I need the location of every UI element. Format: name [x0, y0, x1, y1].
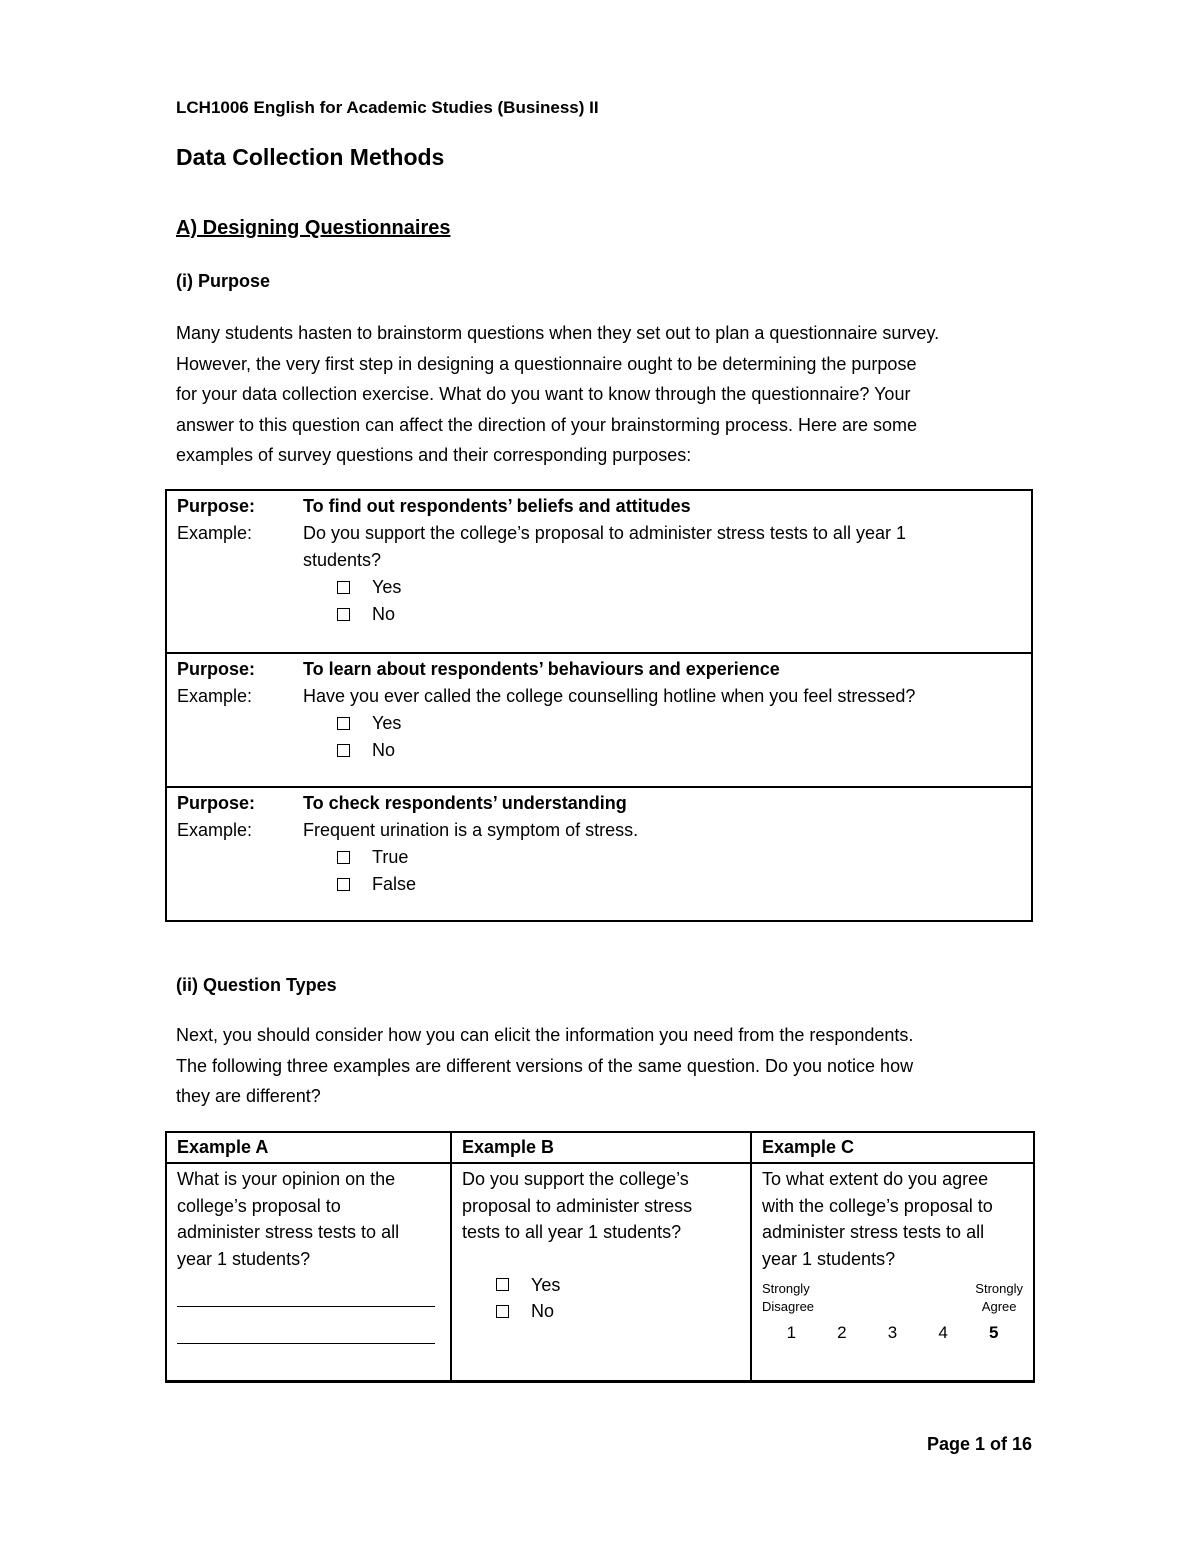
scale-option[interactable]: 3 [887, 1323, 898, 1342]
option-label: False [372, 874, 417, 894]
example-c-cell [751, 1163, 1034, 1381]
checkbox-icon[interactable] [337, 608, 350, 621]
checkbox-icon[interactable] [337, 851, 350, 864]
purpose-label: Purpose: [177, 659, 256, 679]
checkbox-icon[interactable] [337, 744, 350, 757]
section-a-heading: A) Designing Questionnaires [176, 217, 451, 239]
option-false[interactable] [337, 871, 1031, 898]
option-label: True [372, 847, 409, 867]
likert-scale-labels [762, 1280, 1023, 1316]
checkbox-icon[interactable] [496, 1278, 509, 1291]
question-types-heading: (ii) Question Types [176, 975, 337, 995]
purpose-label: Purpose: [177, 793, 256, 813]
question-line: with the college’s proposal to [762, 1195, 993, 1216]
option-label: No [372, 740, 396, 760]
purpose-box-understanding [167, 786, 1031, 920]
checkbox-icon[interactable] [337, 581, 350, 594]
example-text: Do you support the college’s proposal to administer stress tests to all year 1 [303, 523, 906, 543]
scale-option[interactable]: 1 [786, 1323, 797, 1342]
paragraph-line: for your data collection exercise. What do you want to know through the questionnaire? Your [176, 384, 911, 404]
option-label: Yes [372, 713, 402, 733]
scale-right-label: Strongly [975, 1281, 1023, 1296]
question-line: What is your opinion on the [177, 1169, 396, 1189]
page-number: Page 1 of 16 [927, 1434, 1033, 1454]
purpose-label: Purpose: [177, 496, 256, 516]
header-example-b: Example B [451, 1132, 751, 1163]
purpose-box-beliefs [167, 491, 1031, 652]
purpose-box-behaviours [167, 652, 1031, 786]
scale-right-label: Agree [981, 1299, 1017, 1314]
example-label: Example: [177, 523, 253, 543]
example-label: Example: [177, 686, 253, 706]
paragraph-line: examples of survey questions and their corresponding purposes: [176, 445, 692, 465]
option-label: Yes [531, 1274, 561, 1295]
checkbox-icon[interactable] [496, 1305, 509, 1318]
answer-line[interactable] [177, 1306, 435, 1307]
question-line: tests to all year 1 students? [462, 1222, 682, 1242]
paragraph-line: Next, you should consider how you can elicit the information you need from the respondents. [176, 1025, 914, 1045]
header-example-a: Example A [166, 1132, 451, 1163]
question-line: proposal to administer stress [462, 1195, 693, 1216]
purpose-heading: (i) Purpose [176, 271, 271, 291]
example-b-cell [451, 1163, 751, 1381]
checkbox-icon[interactable] [337, 878, 350, 891]
question-types-paragraph [176, 1020, 913, 1112]
option-yes[interactable] [496, 1272, 740, 1299]
option-no[interactable] [337, 737, 1031, 764]
option-label: No [372, 604, 396, 624]
table-header-row [166, 1132, 1034, 1163]
scale-option[interactable]: 2 [837, 1323, 847, 1342]
likert-scale [762, 1320, 1023, 1347]
question-types-table [165, 1131, 1035, 1383]
table-row [166, 1163, 1034, 1381]
purpose-text: To find out respondents’ beliefs and attitudes [303, 496, 691, 516]
course-header: LCH1006 English for Academic Studies (Business) II [176, 98, 599, 117]
checkbox-icon[interactable] [337, 717, 350, 730]
example-text: students? [303, 550, 382, 570]
paragraph-line: answer to this question can affect the direction of your brainstorming process. Here are some [176, 414, 918, 435]
purpose-paragraph [176, 318, 939, 471]
question-line: college’s proposal to [177, 1195, 341, 1216]
option-no[interactable] [337, 601, 1031, 628]
scale-option[interactable]: 4 [938, 1323, 948, 1342]
question-line: year 1 students? [762, 1248, 896, 1269]
option-yes[interactable] [337, 710, 1031, 737]
question-line: year 1 students? [177, 1248, 311, 1269]
scale-left-label: Strongly [762, 1281, 810, 1296]
option-label: No [531, 1301, 555, 1321]
question-line: administer stress tests to all [762, 1222, 985, 1242]
question-line: To what extent do you agree [762, 1169, 989, 1189]
paragraph-line: they are different? [176, 1086, 321, 1106]
paragraph-line: However, the very first step in designing a questionnaire ought to be determining the purpose [176, 353, 917, 374]
purpose-examples-box [165, 489, 1033, 922]
example-a-cell [166, 1163, 451, 1381]
example-text: Frequent urination is a symptom of stress. [303, 820, 639, 840]
example-label: Example: [177, 820, 253, 840]
question-line: administer stress tests to all [177, 1222, 400, 1242]
scale-left-label: Disagree [762, 1299, 815, 1314]
option-yes[interactable] [337, 574, 1031, 601]
option-true[interactable] [337, 844, 1031, 871]
purpose-text: To check respondents’ understanding [303, 793, 627, 813]
paragraph-line: The following three examples are different versions of the same question. Do you notice how [176, 1055, 914, 1076]
option-no[interactable] [496, 1298, 740, 1325]
example-text: Have you ever called the college counselling hotline when you feel stressed? [303, 686, 916, 706]
paragraph-line: Many students hasten to brainstorm questions when they set out to plan a questionnaire survey. [176, 323, 940, 343]
page-title: Data Collection Methods [176, 144, 445, 170]
option-label: Yes [372, 577, 402, 597]
purpose-text: To learn about respondents’ behaviours and experience [303, 659, 780, 679]
scale-option[interactable]: 5 [988, 1323, 999, 1342]
question-line: Do you support the college’s [462, 1169, 689, 1189]
header-example-c: Example C [751, 1132, 1034, 1163]
answer-line[interactable] [177, 1343, 435, 1344]
